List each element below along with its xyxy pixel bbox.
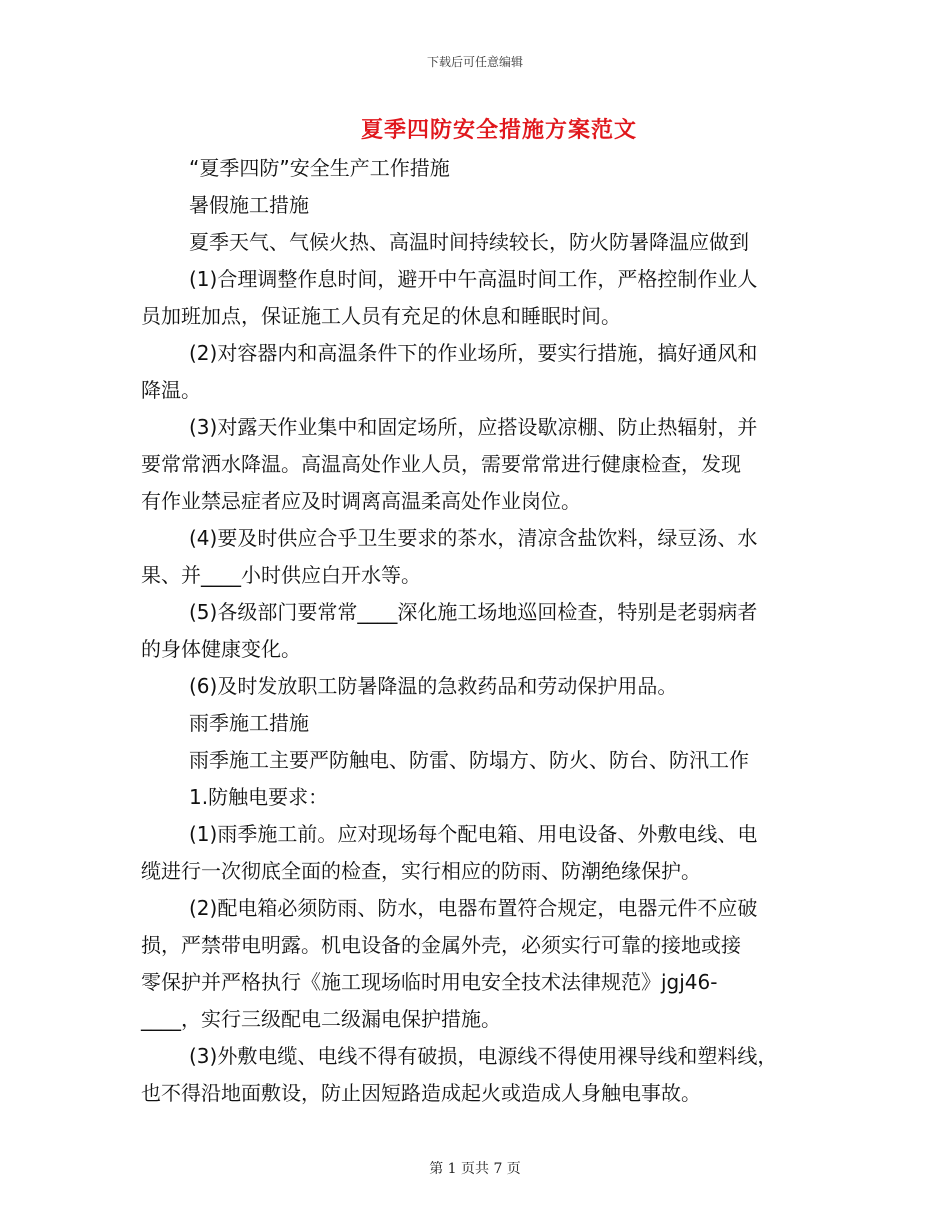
text-line: (3)对露天作业集中和固定场所，应搭设歇凉棚、防止热辐射，并 xyxy=(189,415,758,439)
text-line: 也不得沿地面敷设，防止因短路造成起火或造成人身触电事故。 xyxy=(141,1081,701,1105)
text-line: (2)对容器内和高温条件下的作业场所，要实行措施，搞好通风和 xyxy=(189,341,758,365)
text-line: 果、并____小时供应白开水等。 xyxy=(141,563,421,587)
text-line: 有作业禁忌症者应及时调离高温柔高处作业岗位。 xyxy=(141,489,581,513)
text-line: 缆进行一次彻底全面的检查，实行相应的防雨、防潮绝缘保护。 xyxy=(141,859,701,883)
text-line: 损，严禁带电明露。机电设备的金属外壳，必须实行可靠的接地或接 xyxy=(141,933,741,957)
text-line: (1)合理调整作息时间，避开中午高温时间工作，严格控制作业人 xyxy=(189,267,758,291)
text-line: 员加班加点，保证施工人员有充足的休息和睡眠时间。 xyxy=(141,304,621,328)
text-line: ____，实行三级配电二级漏电保护措施。 xyxy=(141,1007,501,1031)
text-line: 1.防触电要求： xyxy=(189,785,329,809)
text-line: (4)要及时供应合乎卫生要求的茶水，清凉含盐饮料，绿豆汤、水 xyxy=(189,526,758,550)
text-line: 的身体健康变化。 xyxy=(141,637,301,661)
document-body xyxy=(141,150,811,1112)
text-line: 降温。 xyxy=(141,378,201,402)
text-line: (6)及时发放职工防暑降温的急救药品和劳动保护用品。 xyxy=(189,674,678,698)
text-line: 零保护并严格执行《施工现场临时用电安全技术法律规范》jgj46- xyxy=(141,970,718,994)
page-number: 第 1 页共 7 页 xyxy=(429,1161,521,1177)
text-line: 雨季施工措施 xyxy=(189,711,309,735)
text-line: “夏季四防”安全生产工作措施 xyxy=(189,156,450,180)
document-title: 夏季四防安全措施方案范文 xyxy=(360,117,637,143)
text-line: 暑假施工措施 xyxy=(189,193,309,217)
header-note: 下载后可任意编辑 xyxy=(426,55,523,69)
text-line: 要常常洒水降温。高温高处作业人员，需要常常进行健康检查，发现 xyxy=(141,452,741,476)
text-line: (2)配电箱必须防雨、防水，电器布置符合规定，电器元件不应破 xyxy=(189,896,758,920)
text-line: (1)雨季施工前。应对现场每个配电箱、用电设备、外敷电线、电 xyxy=(189,822,758,846)
text-line: (5)各级部门要常常____深化施工场地巡回检查，特别是老弱病者 xyxy=(189,600,758,624)
text-line: (3)外敷电缆、电线不得有破损，电源线不得使用裸导线和塑料线， xyxy=(189,1044,778,1068)
text-line: 雨季施工主要严防触电、防雷、防塌方、防火、防台、防汛工作 xyxy=(189,748,749,772)
text-line: 夏季天气、气候火热、高温时间持续较长，防火防暑降温应做到 xyxy=(189,230,749,254)
